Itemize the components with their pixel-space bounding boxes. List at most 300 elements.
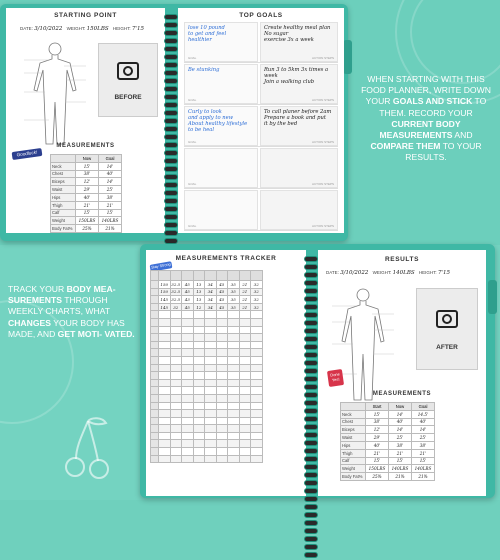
tracker-cell[interactable] [239, 364, 251, 372]
tracker-cell[interactable] [170, 387, 182, 395]
tracker-cell[interactable]: 32.5 [171, 289, 181, 295]
value-goal[interactable]: 14' [99, 178, 122, 186]
tracker-cell[interactable] [182, 410, 194, 418]
tracker-cell[interactable] [228, 372, 240, 380]
goal-box[interactable] [184, 22, 258, 62]
tracker-header-row [151, 271, 263, 281]
tracker-cell[interactable] [205, 372, 217, 380]
tracker-cell[interactable] [182, 440, 194, 448]
coil-ring [304, 352, 318, 358]
value-now[interactable]: 12' [76, 178, 99, 186]
tracker-cell[interactable] [228, 349, 240, 357]
tracker-cell[interactable] [251, 341, 263, 349]
tracker-cell[interactable] [216, 364, 228, 372]
tracker-cell[interactable]: 45 [182, 281, 194, 289]
tracker-cell[interactable] [228, 410, 240, 418]
tracker-cell[interactable]: 12 [193, 303, 205, 311]
tracker-cell[interactable] [216, 455, 228, 463]
tracker-cell[interactable] [216, 417, 228, 425]
tracker-cell[interactable]: 32.5 [171, 281, 181, 287]
tracker-cell[interactable]: 32 [251, 296, 263, 304]
tracker-cell[interactable] [205, 417, 217, 425]
value-now[interactable]: 140LBS [389, 465, 412, 473]
tracker-cell[interactable] [170, 455, 182, 463]
value-now[interactable]: 15' [76, 162, 99, 170]
tracker-cell[interactable] [170, 425, 182, 433]
tracker-cell[interactable] [170, 364, 182, 372]
value-goal[interactable]: 25' [99, 186, 122, 194]
tracker-cell[interactable] [193, 364, 205, 372]
tracker-cell[interactable] [182, 455, 194, 463]
tracker-cell[interactable] [216, 334, 228, 342]
row-label: Neck [341, 410, 366, 418]
tracker-cell[interactable] [216, 356, 228, 364]
coil-ring [304, 496, 318, 502]
tracker-cell[interactable] [239, 448, 251, 456]
tracker-cell[interactable]: 45 [216, 288, 228, 296]
tracker-cell[interactable] [228, 455, 240, 463]
tracker-cell[interactable]: 13 [193, 288, 205, 296]
tracker-cell[interactable] [170, 318, 182, 326]
tracker-cell[interactable] [159, 387, 171, 395]
tracker-cell[interactable]: 45 [216, 281, 228, 289]
tracker-cell[interactable] [182, 356, 194, 364]
tracker-cell[interactable] [216, 410, 228, 418]
tracker-cell[interactable] [251, 394, 263, 402]
tracker-cell[interactable] [182, 394, 194, 402]
tracker-cell[interactable] [251, 334, 263, 342]
tracker-cell[interactable] [205, 394, 217, 402]
value-now[interactable]: 38' [76, 170, 99, 178]
value-goal[interactable]: 15' [412, 457, 435, 465]
tracker-cell[interactable]: 45 [182, 288, 194, 296]
tracker-cell[interactable]: 150 [160, 289, 169, 295]
goal-box[interactable] [184, 148, 258, 188]
tracker-cell[interactable] [239, 402, 251, 410]
tracker-cell[interactable] [159, 448, 171, 456]
tracker-cell[interactable] [182, 402, 194, 410]
tracker-cell[interactable] [228, 356, 240, 364]
value-goal[interactable]: 140LBS [99, 217, 122, 225]
tracker-cell[interactable] [239, 417, 251, 425]
tracker-cell[interactable] [228, 394, 240, 402]
tracker-cell[interactable] [205, 402, 217, 410]
tracker-cell[interactable] [205, 318, 217, 326]
tracker-cell[interactable] [193, 425, 205, 433]
tracker-cell[interactable] [182, 432, 194, 440]
tracker-cell[interactable] [182, 387, 194, 395]
tracker-cell[interactable] [251, 318, 263, 326]
tracker-cell[interactable] [182, 349, 194, 357]
tracker-cell[interactable]: 45 [216, 296, 228, 304]
tracker-cell[interactable]: 150 [160, 281, 169, 287]
action-steps-box[interactable] [260, 148, 338, 188]
tracker-cell[interactable]: 145 [160, 296, 169, 302]
value-now[interactable]: 21% [389, 473, 412, 481]
value-goal[interactable]: 21% [412, 473, 435, 481]
tracker-cell[interactable] [228, 387, 240, 395]
tracker-cell[interactable] [170, 311, 182, 319]
tracker-cell[interactable] [205, 440, 217, 448]
tracker-cell[interactable] [182, 448, 194, 456]
tracker-cell[interactable]: 43 [182, 296, 194, 304]
action-steps-box[interactable] [260, 64, 338, 104]
tracker-cell[interactable] [205, 410, 217, 418]
coil-ring [164, 182, 178, 188]
tracker-cell[interactable]: 32 [251, 288, 263, 296]
tracker-cell[interactable]: 21 [239, 303, 251, 311]
caption-top [360, 74, 492, 164]
tracker-cell[interactable] [239, 410, 251, 418]
tracker-cell[interactable] [159, 455, 171, 463]
tracker-cell[interactable] [251, 410, 263, 418]
value-now[interactable]: 38' [389, 441, 412, 449]
tracker-cell[interactable] [182, 341, 194, 349]
tracker-cell[interactable] [170, 326, 182, 334]
tracker-cell[interactable] [216, 387, 228, 395]
tracker-cell[interactable] [228, 425, 240, 433]
page-tab[interactable] [488, 280, 497, 314]
value-start[interactable]: 38' [366, 418, 389, 426]
tracker-cell[interactable] [239, 425, 251, 433]
tracker-cell[interactable] [216, 432, 228, 440]
tracker-cell[interactable] [239, 318, 251, 326]
tracker-cell[interactable] [239, 326, 251, 334]
tracker-cell[interactable] [205, 364, 217, 372]
tracker-cell[interactable] [228, 334, 240, 342]
tracker-cell[interactable] [239, 379, 251, 387]
tracker-cell[interactable] [251, 402, 263, 410]
tracker-cell[interactable]: 13 [193, 281, 205, 289]
tracker-cell[interactable] [193, 326, 205, 334]
tracker-cell[interactable]: 13 [193, 296, 205, 304]
before-photo-box[interactable] [98, 43, 158, 117]
tracker-cell[interactable] [251, 425, 263, 433]
tracker-cell[interactable] [182, 425, 194, 433]
tracker-cell[interactable] [159, 334, 171, 342]
coil-ring [304, 504, 318, 510]
tracker-cell[interactable] [193, 311, 205, 319]
tracker-cell[interactable] [170, 379, 182, 387]
tracker-cell[interactable] [216, 402, 228, 410]
tracker-cell[interactable] [159, 379, 171, 387]
tracker-cell[interactable] [251, 311, 263, 319]
value-goal[interactable]: 15' [99, 209, 122, 217]
tracker-cell[interactable]: 32.5 [171, 296, 181, 302]
value-start[interactable]: 150LBS [366, 465, 389, 473]
tracker-cell[interactable]: 35 [228, 303, 240, 311]
value-goal[interactable]: 14' [412, 426, 435, 434]
tracker-cell[interactable] [193, 387, 205, 395]
value-now[interactable]: 15' [389, 457, 412, 465]
tracker-cell[interactable] [239, 372, 251, 380]
tracker-cell[interactable] [205, 349, 217, 357]
tracker-row [151, 364, 263, 372]
tracker-cell[interactable] [251, 379, 263, 387]
tracker-cell[interactable] [251, 455, 263, 463]
value-goal[interactable]: 21' [99, 201, 122, 209]
tracker-cell[interactable] [228, 448, 240, 456]
goal-box[interactable] [184, 106, 258, 146]
value-now[interactable]: 25% [76, 225, 99, 233]
caption-text: YOUR BODY HAS MADE, AND [8, 317, 125, 339]
tracker-cell[interactable] [239, 349, 251, 357]
tracker-cell[interactable] [205, 341, 217, 349]
value-now[interactable]: 40' [389, 418, 412, 426]
value-start[interactable]: 15' [366, 410, 389, 418]
tracker-cell[interactable] [182, 326, 194, 334]
tracker-cell[interactable] [239, 356, 251, 364]
tracker-cell[interactable] [159, 394, 171, 402]
tracker-cell[interactable] [239, 440, 251, 448]
tracker-cell[interactable] [193, 440, 205, 448]
value-goal[interactable]: 21% [99, 225, 122, 233]
tracker-cell[interactable] [193, 379, 205, 387]
tracker-cell[interactable] [170, 349, 182, 357]
tracker-cell[interactable] [193, 341, 205, 349]
value-now[interactable]: 40' [76, 193, 99, 201]
tracker-cell[interactable]: 145 [160, 304, 169, 310]
value-goal[interactable]: 14' [99, 162, 122, 170]
tracker-cell[interactable] [159, 364, 171, 372]
tracker-cell[interactable] [170, 417, 182, 425]
tracker-cell[interactable] [182, 318, 194, 326]
tracker-cell[interactable] [216, 349, 228, 357]
tracker-cell[interactable] [170, 432, 182, 440]
tracker-cell[interactable] [205, 455, 217, 463]
tracker-cell[interactable] [228, 417, 240, 425]
tracker-cell[interactable] [182, 311, 194, 319]
tracker-cell[interactable] [170, 372, 182, 380]
tracker-cell[interactable] [193, 455, 205, 463]
tracker-cell[interactable] [251, 417, 263, 425]
tracker-cell[interactable] [159, 410, 171, 418]
tracker-cell[interactable] [170, 448, 182, 456]
tracker-cell[interactable] [228, 440, 240, 448]
coil-ring [304, 416, 318, 422]
tracker-cell[interactable] [205, 311, 217, 319]
value-now[interactable]: 14' [389, 426, 412, 434]
value-start[interactable]: 29' [366, 434, 389, 442]
tracker-cell[interactable] [170, 410, 182, 418]
tracker-cell[interactable] [228, 379, 240, 387]
tracker-cell[interactable] [193, 372, 205, 380]
tracker-table [150, 270, 263, 463]
coil-ring [304, 264, 318, 270]
value-start[interactable]: 40' [366, 441, 389, 449]
tracker-cell[interactable]: 32 [251, 281, 263, 289]
tracker-cell[interactable]: 45 [216, 303, 228, 311]
tracker-cell[interactable] [239, 341, 251, 349]
tracker-cell[interactable] [193, 394, 205, 402]
value-goal[interactable]: 40' [99, 170, 122, 178]
page-title: RESULTS [384, 256, 420, 263]
tracker-cell[interactable] [251, 448, 263, 456]
tracker-cell[interactable] [216, 372, 228, 380]
tracker-cell[interactable] [205, 425, 217, 433]
tracker-cell[interactable] [216, 448, 228, 456]
tracker-cell[interactable] [193, 402, 205, 410]
header-cell [205, 271, 217, 281]
tracker-cell[interactable] [159, 318, 171, 326]
tracker-cell[interactable] [251, 372, 263, 380]
value-now[interactable]: 150LBS [76, 217, 99, 225]
tracker-cell[interactable] [228, 402, 240, 410]
value-goal[interactable]: 38' [99, 193, 122, 201]
tracker-cell[interactable] [251, 326, 263, 334]
tracker-cell[interactable] [239, 394, 251, 402]
value-start[interactable]: 21' [366, 449, 389, 457]
tracker-cell[interactable] [239, 432, 251, 440]
tracker-cell[interactable] [251, 440, 263, 448]
action-steps-box[interactable] [260, 190, 338, 230]
tracker-cell[interactable] [159, 341, 171, 349]
tracker-cell[interactable] [216, 318, 228, 326]
value-goal[interactable]: 25' [412, 434, 435, 442]
tracker-cell[interactable] [193, 356, 205, 364]
top-goals-page [178, 8, 344, 233]
tracker-cell[interactable] [170, 356, 182, 364]
tracker-cell[interactable]: 34 [205, 303, 217, 311]
tracker-cell[interactable] [216, 311, 228, 319]
tracker-cell[interactable] [228, 311, 240, 319]
value-start[interactable]: 15' [366, 457, 389, 465]
tracker-cell[interactable] [159, 402, 171, 410]
tracker-cell[interactable] [228, 326, 240, 334]
tracker-cell[interactable] [159, 417, 171, 425]
tracker-cell[interactable] [159, 425, 171, 433]
tracker-cell[interactable]: 35 [228, 296, 240, 304]
tracker-cell[interactable] [228, 364, 240, 372]
tracker-cell[interactable] [216, 326, 228, 334]
tracker-cell[interactable] [159, 349, 171, 357]
body-silhouette-icon [20, 40, 90, 148]
value-goal[interactable]: 21' [412, 449, 435, 457]
tracker-cell[interactable] [182, 364, 194, 372]
goal-box[interactable] [184, 64, 258, 104]
tracker-cell[interactable] [159, 356, 171, 364]
tracker-cell[interactable] [216, 379, 228, 387]
after-photo-box[interactable] [416, 288, 478, 370]
tracker-cell[interactable] [182, 379, 194, 387]
tracker-cell[interactable] [182, 334, 194, 342]
tracker-cell[interactable] [159, 311, 171, 319]
tracker-cell[interactable] [159, 326, 171, 334]
tracker-cell[interactable] [205, 334, 217, 342]
tracker-cell[interactable] [170, 334, 182, 342]
tracker-cell[interactable] [216, 341, 228, 349]
tracker-cell[interactable] [170, 394, 182, 402]
value-goal[interactable]: 38' [412, 441, 435, 449]
tracker-cell[interactable] [193, 410, 205, 418]
tracker-cell[interactable] [205, 326, 217, 334]
value-start[interactable]: 12' [366, 426, 389, 434]
tracker-cell[interactable] [251, 349, 263, 357]
tracker-cell[interactable] [182, 372, 194, 380]
tracker-cell[interactable]: 35 [228, 281, 240, 289]
tracker-cell[interactable] [159, 432, 171, 440]
value-goal[interactable]: 40' [412, 418, 435, 426]
action-steps-box[interactable] [260, 106, 338, 146]
goal-text: Be stunking [188, 67, 220, 73]
tracker-cell[interactable] [205, 432, 217, 440]
coil-ring [304, 520, 318, 526]
row-label: Body Fat% [341, 473, 366, 481]
tracker-cell[interactable] [239, 334, 251, 342]
tracker-cell[interactable] [193, 334, 205, 342]
value-goal[interactable]: 140LBS [412, 465, 435, 473]
tracker-cell[interactable] [159, 372, 171, 380]
caption-bold: BODY MEA- SUREMENTS [8, 284, 116, 306]
tracker-cell[interactable] [205, 448, 217, 456]
tracker-cell[interactable] [239, 311, 251, 319]
tracker-cell[interactable]: 34 [205, 288, 217, 296]
tracker-cell[interactable] [216, 440, 228, 448]
tracker-cell[interactable] [239, 455, 251, 463]
goal-box[interactable] [184, 190, 258, 230]
tracker-cell[interactable]: 32 [251, 303, 263, 311]
action-steps-box[interactable] [260, 22, 338, 62]
tracker-cell[interactable]: 32 [170, 303, 182, 311]
value-now[interactable]: 29' [76, 186, 99, 194]
coil-ring [304, 456, 318, 462]
tracker-cell[interactable] [228, 318, 240, 326]
tracker-cell[interactable] [251, 364, 263, 372]
tracker-cell[interactable] [216, 394, 228, 402]
tracker-cell[interactable] [193, 417, 205, 425]
tracker-cell[interactable] [193, 349, 205, 357]
tracker-row [151, 303, 263, 311]
tracker-cell[interactable] [228, 432, 240, 440]
value-now[interactable]: 14' [389, 410, 412, 418]
tracker-cell[interactable] [170, 402, 182, 410]
tracker-cell[interactable] [170, 341, 182, 349]
tracker-cell[interactable] [251, 432, 263, 440]
tracker-cell[interactable] [193, 432, 205, 440]
tracker-cell[interactable] [228, 341, 240, 349]
tracker-cell[interactable] [251, 356, 263, 364]
value-start[interactable]: 25% [366, 473, 389, 481]
tracker-cell[interactable] [193, 448, 205, 456]
row-label: Waist [341, 434, 366, 442]
tracker-cell[interactable]: 34 [205, 281, 217, 289]
tracker-cell[interactable]: 21 [239, 288, 251, 296]
tracker-cell[interactable]: 21 [239, 281, 251, 289]
tracker-cell[interactable] [205, 356, 217, 364]
tracker-cell[interactable] [159, 440, 171, 448]
value-now[interactable]: 21' [76, 201, 99, 209]
value-now[interactable]: 21' [389, 449, 412, 457]
page-tab[interactable] [343, 40, 352, 74]
tracker-cell[interactable] [182, 417, 194, 425]
tracker-cell[interactable] [193, 318, 205, 326]
tracker-cell[interactable] [205, 387, 217, 395]
coil-ring [164, 142, 178, 148]
tracker-cell[interactable] [216, 425, 228, 433]
tracker-cell[interactable] [170, 440, 182, 448]
value-now[interactable]: 25' [389, 434, 412, 442]
tracker-cell[interactable]: 35 [228, 288, 240, 296]
tracker-row [151, 334, 263, 342]
value-goal[interactable]: 14.5' [412, 410, 435, 418]
tracker-cell[interactable] [251, 387, 263, 395]
tracker-cell[interactable] [205, 379, 217, 387]
tracker-cell[interactable]: 21 [239, 296, 251, 304]
tracker-cell[interactable]: 45 [182, 303, 194, 311]
tracker-cell[interactable]: 34 [205, 296, 217, 304]
tracker-cell[interactable] [239, 387, 251, 395]
value-now[interactable]: 15' [76, 209, 99, 217]
